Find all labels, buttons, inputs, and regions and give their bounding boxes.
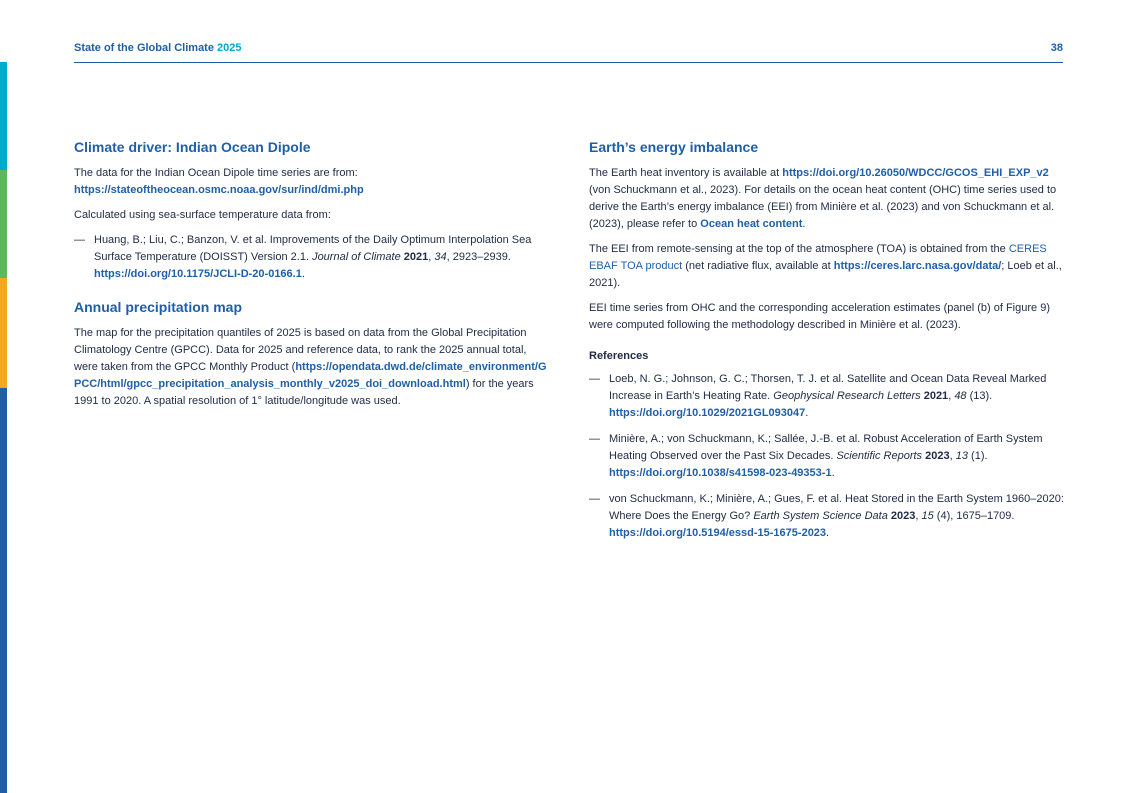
report-title-text: State of the Global Climate xyxy=(74,42,214,54)
gpcc-data-link[interactable]: https://opendata.dwd.de/climate_environment/GPCC/html/gpcc_precipitation_analysis_monthly_v2025_doi_download.html xyxy=(74,361,547,390)
paragraph-text: ; Loeb et al., 2021). xyxy=(589,260,1062,289)
reference-journal: Geophysical Research Letters xyxy=(773,390,921,402)
reference-year: 2023 xyxy=(925,450,950,462)
reference-journal: Journal of Climate xyxy=(312,251,401,263)
reference-doi-link[interactable]: https://doi.org/10.1038/s41598-023-49353-1 xyxy=(609,467,832,479)
reference-year: 2021 xyxy=(403,251,429,263)
reference-journal: Scientific Reports xyxy=(836,450,923,462)
sidebar-color-band-orange xyxy=(0,278,7,388)
right-column xyxy=(589,137,1065,551)
reference-item: — von Schuckmann, K.; Minière, A.; Gues, F. et al. Heat Stored in the Earth System 1960–2020: Where Does the Energy Go? Earth System Science Data 2023, 15 (4), 1675–1709. https://doi.org/10.5194/essd-15-1675-2023. xyxy=(589,493,1064,539)
reference-pages: , 2923–2939. xyxy=(446,251,511,263)
reference-text: Huang, B.; Liu, C.; Banzon, V. et al. Improvements of the Daily Optimum Interpolation Sea Surface Temperature (DOISST) Version 2.1. xyxy=(94,234,532,263)
reference-end: . xyxy=(805,407,809,419)
paragraph xyxy=(74,325,550,410)
page-header xyxy=(74,41,1063,63)
paragraph-text: (von Schuckmann et al., 2023). For details on the ocean heat content (OHC) time series used to derive the Earth’s energy imbalance (EEI) from Minière et al. (2023) and von Schuckmann et al. (2023), please refer to xyxy=(589,184,1057,230)
reference-item: — Huang, B.; Liu, C.; Banzon, V. et al. Improvements of the Daily Optimum Interpolation Sea Surface Temperature (DOISST) Version 2.1. Journal of Climate 2021, 34, 2923–2939. https://doi.org/10.1175/JCLI-D-20-0166.1. xyxy=(74,234,532,280)
ceres-product-link[interactable]: CERES EBAF TOA product xyxy=(589,243,1047,272)
reference-text: Loeb, N. G.; Johnson, G. C.; Thorsen, T. J. et al. Satellite and Ocean Data Reveal Marked Increase in Earth’s Heating Rate. xyxy=(609,373,1047,402)
sidebar-color-band-green xyxy=(0,170,7,278)
reference-volume: 48 xyxy=(954,390,967,402)
reference-issue: (1). xyxy=(967,450,988,462)
left-column xyxy=(74,137,550,418)
page-number: 38 xyxy=(1050,42,1063,54)
reference-dash: — xyxy=(589,493,600,505)
paragraph xyxy=(589,165,1065,233)
ocean-heat-content-link[interactable]: Ocean heat content xyxy=(700,218,803,230)
section-heading-annual-precipitation: Annual precipitation map xyxy=(74,299,243,315)
reference-text: von Schuckmann, K.; Minière, A.; Gues, F. et al. Heat Stored in the Earth System 1960–2020: Where Does the Energy Go? xyxy=(609,493,1064,522)
reference-volume: 13 xyxy=(955,450,968,462)
reference-journal: Earth System Science Data xyxy=(753,510,888,522)
paragraph-text: . xyxy=(802,218,806,230)
paragraph-text: The data for the Indian Ocean Dipole time series are from: xyxy=(74,167,358,179)
report-year: 2025 xyxy=(217,42,242,54)
sidebar-color-band-cyan xyxy=(0,62,7,170)
paragraph xyxy=(589,241,1065,292)
ehi-data-link[interactable]: https://doi.org/10.26050/WDCC/GCOS_EHI_EXP_v2 xyxy=(782,167,1049,179)
reference-item: — Loeb, N. G.; Johnson, G. C.; Thorsen, T. J. et al. Satellite and Ocean Data Reveal Marked Increase in Earth’s Heating Rate. Geophysical Research Letters 2021, 48 (13). https://doi.org/10.1029/2021GL093047. xyxy=(589,373,1047,419)
reference-doi-link[interactable]: https://doi.org/10.1029/2021GL093047 xyxy=(609,407,806,419)
references-heading: References xyxy=(589,350,649,362)
reference-dash: — xyxy=(589,433,600,445)
reference-text: Minière, A.; von Schuckmann, K.; Sallée, J.-B. et al. Robust Acceleration of Earth System Heating Observed over the Past Six Decades. xyxy=(609,433,1043,462)
paragraph-text: (net radiative flux, available at xyxy=(682,260,834,272)
paragraph-text: The map for the precipitation quantiles of 2025 is based on data from the Global Precipitation Climatology Centre (GPCC). Data for 2025 and reference data, to rank the 2025 annual total, were taken from the GPCC Monthly Product ( xyxy=(74,327,527,373)
reference-doi-link[interactable]: https://doi.org/10.5194/essd-15-1675-2023 xyxy=(609,527,827,539)
reference-item: — Minière, A.; von Schuckmann, K.; Sallée, J.-B. et al. Robust Acceleration of Earth System Heating Observed over the Past Six Decades. Scientific Reports 2023, 13 (1). https://doi.org/10.1038/s41598-023-49353-1. xyxy=(589,433,1043,479)
section-heading-energy-imbalance: Earth’s energy imbalance xyxy=(589,139,759,155)
paragraph: Calculated using sea-surface temperature data from: xyxy=(74,209,331,221)
reference-year: 2021 xyxy=(923,390,949,402)
report-title xyxy=(74,42,242,54)
reference-dash: — xyxy=(74,234,85,246)
reference-end: . xyxy=(826,527,830,539)
reference-year: 2023 xyxy=(890,510,916,522)
reference-volume: 15 xyxy=(921,510,934,522)
ceres-data-link[interactable]: https://ceres.larc.nasa.gov/data/ xyxy=(833,260,1002,272)
paragraph-text: The EEI from remote-sensing at the top of the atmosphere (TOA) is obtained from the xyxy=(589,243,1009,255)
dmi-data-link[interactable]: https://stateoftheocean.osmc.noaa.gov/sur/ind/dmi.php xyxy=(74,184,364,196)
section-heading-indian-ocean-dipole: Climate driver: Indian Ocean Dipole xyxy=(74,139,311,155)
paragraph-text: ) for the years 1991 to 2020. A spatial resolution of 1° latitude/longitude was used. xyxy=(74,378,534,407)
reference-end: . xyxy=(301,268,305,280)
reference-end: . xyxy=(831,467,835,479)
reference-issue: (13). xyxy=(966,390,993,402)
reference-dash: — xyxy=(589,373,600,385)
paragraph-text: The Earth heat inventory is available at xyxy=(589,167,783,179)
reference-issue: (4), 1675–1709. xyxy=(933,510,1015,522)
reference-volume: 34 xyxy=(434,251,447,263)
sidebar-color-band-blue xyxy=(0,388,7,793)
paragraph: EEI time series from OHC and the corresponding acceleration estimates (panel (b) of Figure 9) were computed following the methodology described in Minière et al. (2023). xyxy=(589,302,1050,331)
reference-doi-link[interactable]: https://doi.org/10.1175/JCLI-D-20-0166.1 xyxy=(94,268,302,280)
paragraph xyxy=(74,165,550,199)
